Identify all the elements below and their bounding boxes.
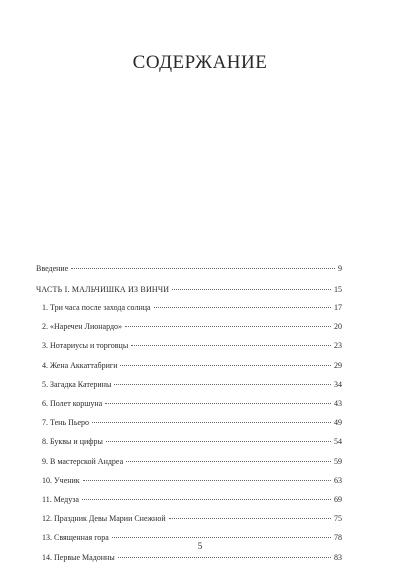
- dot-leader: [126, 461, 331, 462]
- toc-entry-page: 54: [334, 437, 342, 447]
- dot-leader: [120, 365, 331, 366]
- toc-entry-label: 6. Полет коршуна: [42, 399, 103, 408]
- toc-entry-label: ЧАСТЬ I. МАЛЬЧИШКА ИЗ ВИНЧИ: [36, 285, 170, 294]
- toc-entry-chapter: [42, 514, 342, 524]
- toc-entry-label: Введение: [36, 264, 69, 273]
- page-number: 5: [197, 541, 203, 551]
- toc-entry-chapter: [42, 495, 342, 505]
- toc-entry-page: 63: [334, 475, 342, 485]
- dot-leader: [172, 289, 331, 290]
- toc-entry-label: 4. Жена Аккаттабриги: [42, 360, 118, 370]
- toc-entry-chapter: [42, 553, 342, 563]
- page-title: СОДЕРЖАНИЕ: [132, 52, 268, 73]
- toc-entry-label: 5. Загадка Катерины: [42, 379, 112, 389]
- dot-leader: [71, 268, 335, 269]
- toc-entry-label: 11. Медуза: [42, 495, 79, 504]
- toc-entry-page: 15: [334, 285, 342, 294]
- toc-entry-chapter: [42, 303, 342, 313]
- toc-entry-chapter: [42, 380, 342, 390]
- toc-entry-page: 75: [334, 514, 342, 524]
- toc-entry-label: 7. Тень Пьеро: [42, 418, 90, 428]
- dot-leader: [92, 422, 331, 423]
- dot-leader: [112, 537, 331, 538]
- toc-entry-page: 78: [334, 533, 342, 543]
- dot-leader: [125, 326, 331, 327]
- toc-entry-label: 13. Священная гора: [42, 533, 109, 543]
- dot-leader: [131, 345, 331, 346]
- dot-leader: [105, 403, 331, 404]
- toc-entry-chapter: [42, 418, 342, 428]
- toc-entry-page: 23: [334, 341, 342, 351]
- toc-entry-chapter: [42, 457, 342, 467]
- toc-entry-page: 49: [334, 418, 342, 428]
- toc-entry-page: 9: [338, 264, 342, 273]
- toc-entry-label: 12. Праздник Девы Марии Снежной: [42, 514, 166, 524]
- toc-entry-page: 69: [334, 495, 342, 504]
- toc-entry-label: 10. Ученик: [42, 475, 80, 485]
- dot-leader: [169, 518, 331, 519]
- toc-entry-label: 1. Три часа после захода солнца: [42, 303, 151, 312]
- toc-entry-chapter: [42, 399, 342, 409]
- toc-entry-page: 43: [334, 399, 342, 408]
- toc-entry-page: 29: [334, 360, 342, 370]
- toc-entry-label: 9. В мастерской Андреа: [42, 456, 124, 466]
- toc-entry-chapter: [42, 437, 342, 447]
- toc-entry-intro: [36, 264, 342, 274]
- toc-entry-label: 14. Первые Мадонны: [42, 552, 115, 562]
- toc-entry-part: [36, 285, 342, 295]
- dot-leader: [83, 480, 331, 481]
- toc-entry-label: 3. Нотариусы и торговцы: [42, 341, 129, 351]
- toc-entry-page: 83: [334, 552, 342, 562]
- toc-entry-page: 59: [334, 456, 342, 466]
- dot-leader: [118, 557, 331, 558]
- dot-leader: [154, 307, 331, 308]
- toc-entry-page: 17: [334, 303, 342, 312]
- toc-entry-chapter: [42, 476, 342, 486]
- dot-leader: [106, 441, 331, 442]
- dot-leader: [82, 499, 331, 500]
- toc-entry-label: 2. «Наречен Лионардо»: [42, 322, 123, 332]
- toc-entry-chapter: [42, 322, 342, 332]
- toc-entry-chapter: [42, 361, 342, 371]
- toc-entry-label: 8. Буквы и цифры: [42, 437, 103, 447]
- toc-entry-chapter: [42, 341, 342, 351]
- toc-entry-page: 20: [334, 322, 342, 332]
- dot-leader: [114, 384, 331, 385]
- toc-entry-page: 34: [334, 379, 342, 389]
